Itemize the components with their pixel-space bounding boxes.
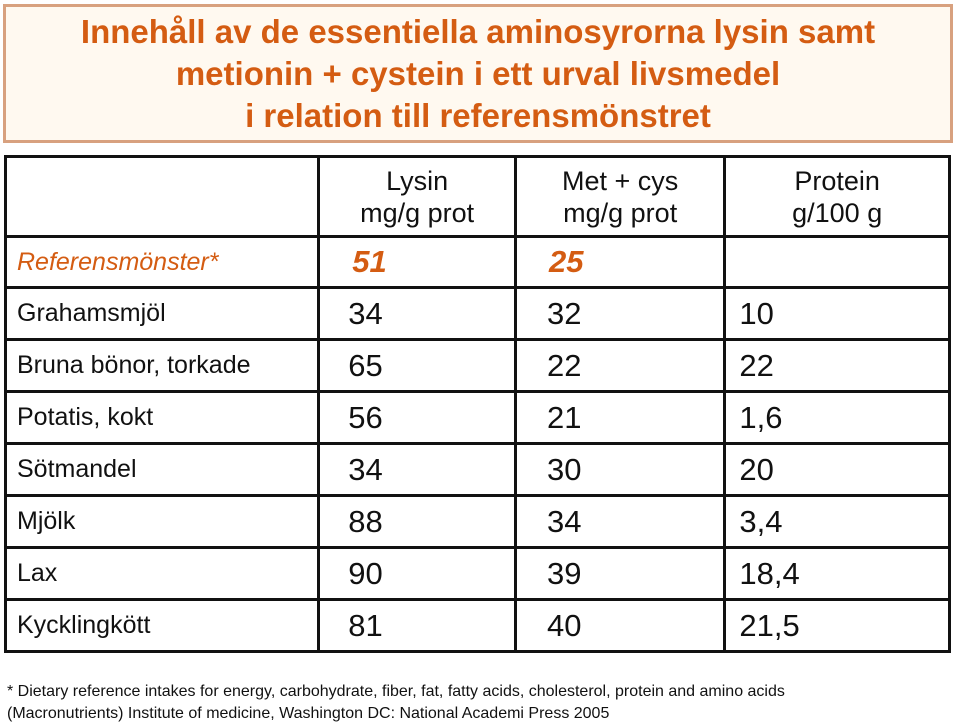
met-cys-value: 40 <box>516 600 725 652</box>
amino-acid-table <box>4 155 951 653</box>
protein-value: 18,4 <box>725 548 950 600</box>
lysin-value: 81 <box>319 600 516 652</box>
title-line-2: metionin + cystein i ett urval livsmedel <box>175 54 781 92</box>
protein-value: 3,4 <box>725 496 950 548</box>
lysin-value: 88 <box>319 496 516 548</box>
reference-row <box>6 237 950 288</box>
lysin-value: 34 <box>319 288 516 340</box>
table-row <box>6 444 950 496</box>
food-name: Potatis, kokt <box>6 392 319 444</box>
table-row <box>6 548 950 600</box>
header-met-cys <box>516 157 725 237</box>
footnote-line-2: (Macronutrients) Institute of medicine, Washington DC: National Academi Press 2005 <box>7 705 610 722</box>
table-row <box>6 340 950 392</box>
protein-value: 21,5 <box>725 600 950 652</box>
header-protein <box>725 157 950 237</box>
met-cys-value: 21 <box>516 392 725 444</box>
food-name: Mjölk <box>6 496 319 548</box>
header-lysin-line2: mg/g prot <box>360 197 475 228</box>
reference-protein <box>725 237 950 288</box>
food-name: Bruna bönor, torkade <box>6 340 319 392</box>
food-name: Sötmandel <box>6 444 319 496</box>
header-lysin <box>319 157 516 237</box>
title-line-1: Innehåll av de essentiella aminosyrorna lysin samt <box>80 12 876 50</box>
header-empty-cell <box>6 157 319 237</box>
reference-lysin: 51 <box>319 237 516 288</box>
met-cys-value: 30 <box>516 444 725 496</box>
title-line-3: i relation till referensmönstret <box>245 96 711 134</box>
lysin-value: 56 <box>319 392 516 444</box>
table-row <box>6 600 950 652</box>
lysin-value: 65 <box>319 340 516 392</box>
met-cys-value: 34 <box>516 496 725 548</box>
met-cys-value: 32 <box>516 288 725 340</box>
table-header-row <box>6 157 950 237</box>
footnote <box>7 681 957 725</box>
header-lysin-line1: Lysin <box>386 165 449 196</box>
met-cys-value: 22 <box>516 340 725 392</box>
lysin-value: 90 <box>319 548 516 600</box>
reference-label: Referensmönster* <box>6 237 319 288</box>
protein-value: 22 <box>725 340 950 392</box>
table-row <box>6 496 950 548</box>
met-cys-value: 39 <box>516 548 725 600</box>
reference-met-cys: 25 <box>516 237 725 288</box>
footnote-line-1: * Dietary reference intakes for energy, carbohydrate, fiber, fat, fatty acids, cholesterol, protein and amino acids <box>7 683 785 700</box>
food-name: Lax <box>6 548 319 600</box>
food-name: Kycklingkött <box>6 600 319 652</box>
slide-title <box>3 4 953 143</box>
header-met-cys-line1: Met + cys <box>562 165 679 196</box>
lysin-value: 34 <box>319 444 516 496</box>
header-protein-line1: Protein <box>794 165 880 196</box>
header-protein-line2: g/100 g <box>792 197 883 228</box>
header-met-cys-line2: mg/g prot <box>563 197 678 228</box>
protein-value: 1,6 <box>725 392 950 444</box>
table-row <box>6 288 950 340</box>
protein-value: 20 <box>725 444 950 496</box>
food-name: Grahamsmjöl <box>6 288 319 340</box>
protein-value: 10 <box>725 288 950 340</box>
table-row <box>6 392 950 444</box>
